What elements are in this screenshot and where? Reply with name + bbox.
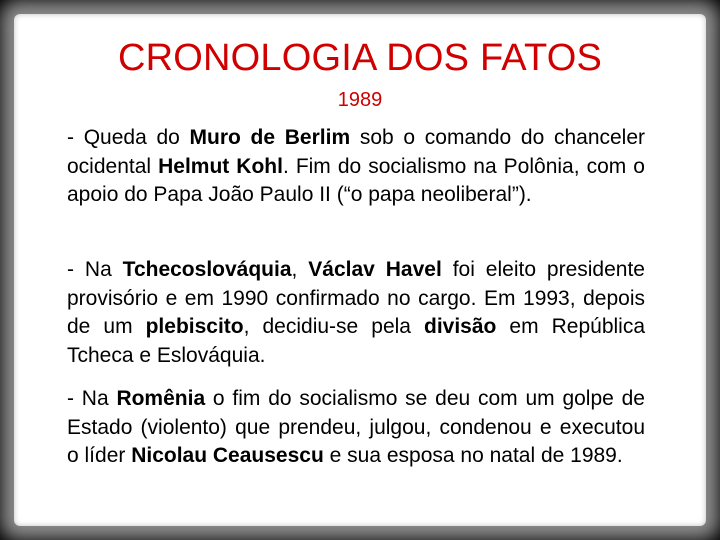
text-segment: o fim do socialismo se deu com um golpe de Estado (violento) que prendeu, julgou, condenou e executou o líder bbox=[67, 387, 645, 468]
text-segment: - Queda do bbox=[67, 126, 190, 149]
text-segment-bold: plebiscito bbox=[145, 315, 244, 339]
text-segment-bold: Tchecoslováquia bbox=[122, 258, 292, 281]
text-segment-bold: Václav Havel bbox=[308, 258, 442, 281]
text-segment: , decidiu-se pela bbox=[243, 315, 424, 339]
paragraph-1 bbox=[67, 124, 645, 210]
text-segment-bold: Romênia bbox=[116, 387, 206, 410]
slide-title: CRONOLOGIA DOS FATOS bbox=[117, 37, 603, 79]
text-segment: . Fim do socialismo na Polônia, com o apoio do Papa João Paulo II (“o papa neoliberal”). bbox=[67, 154, 645, 207]
text-segment: , bbox=[291, 258, 309, 281]
text-segment: sob o comando do chanceler ocidental bbox=[67, 126, 646, 178]
paragraph-2 bbox=[67, 256, 645, 370]
text-segment: - Na bbox=[67, 258, 123, 281]
text-segment-bold: Helmut Kohl bbox=[158, 154, 283, 178]
text-segment: - Na bbox=[67, 387, 117, 410]
text-segment: foi eleito presidente provisório e em 1990 confirmado no cargo. Em 1993, depois de um bbox=[67, 258, 645, 339]
paragraph-3 bbox=[67, 385, 645, 471]
slide-year: 1989 bbox=[337, 89, 383, 111]
text-segment: e sua esposa no natal de 1989. bbox=[323, 444, 623, 468]
text-segment: em República Tcheca e Eslováquia. bbox=[67, 315, 646, 367]
text-segment-bold: Muro de Berlim bbox=[189, 126, 351, 149]
text-segment-bold: Nicolau Ceausescu bbox=[131, 444, 324, 468]
text-segment-bold: divisão bbox=[424, 315, 497, 339]
